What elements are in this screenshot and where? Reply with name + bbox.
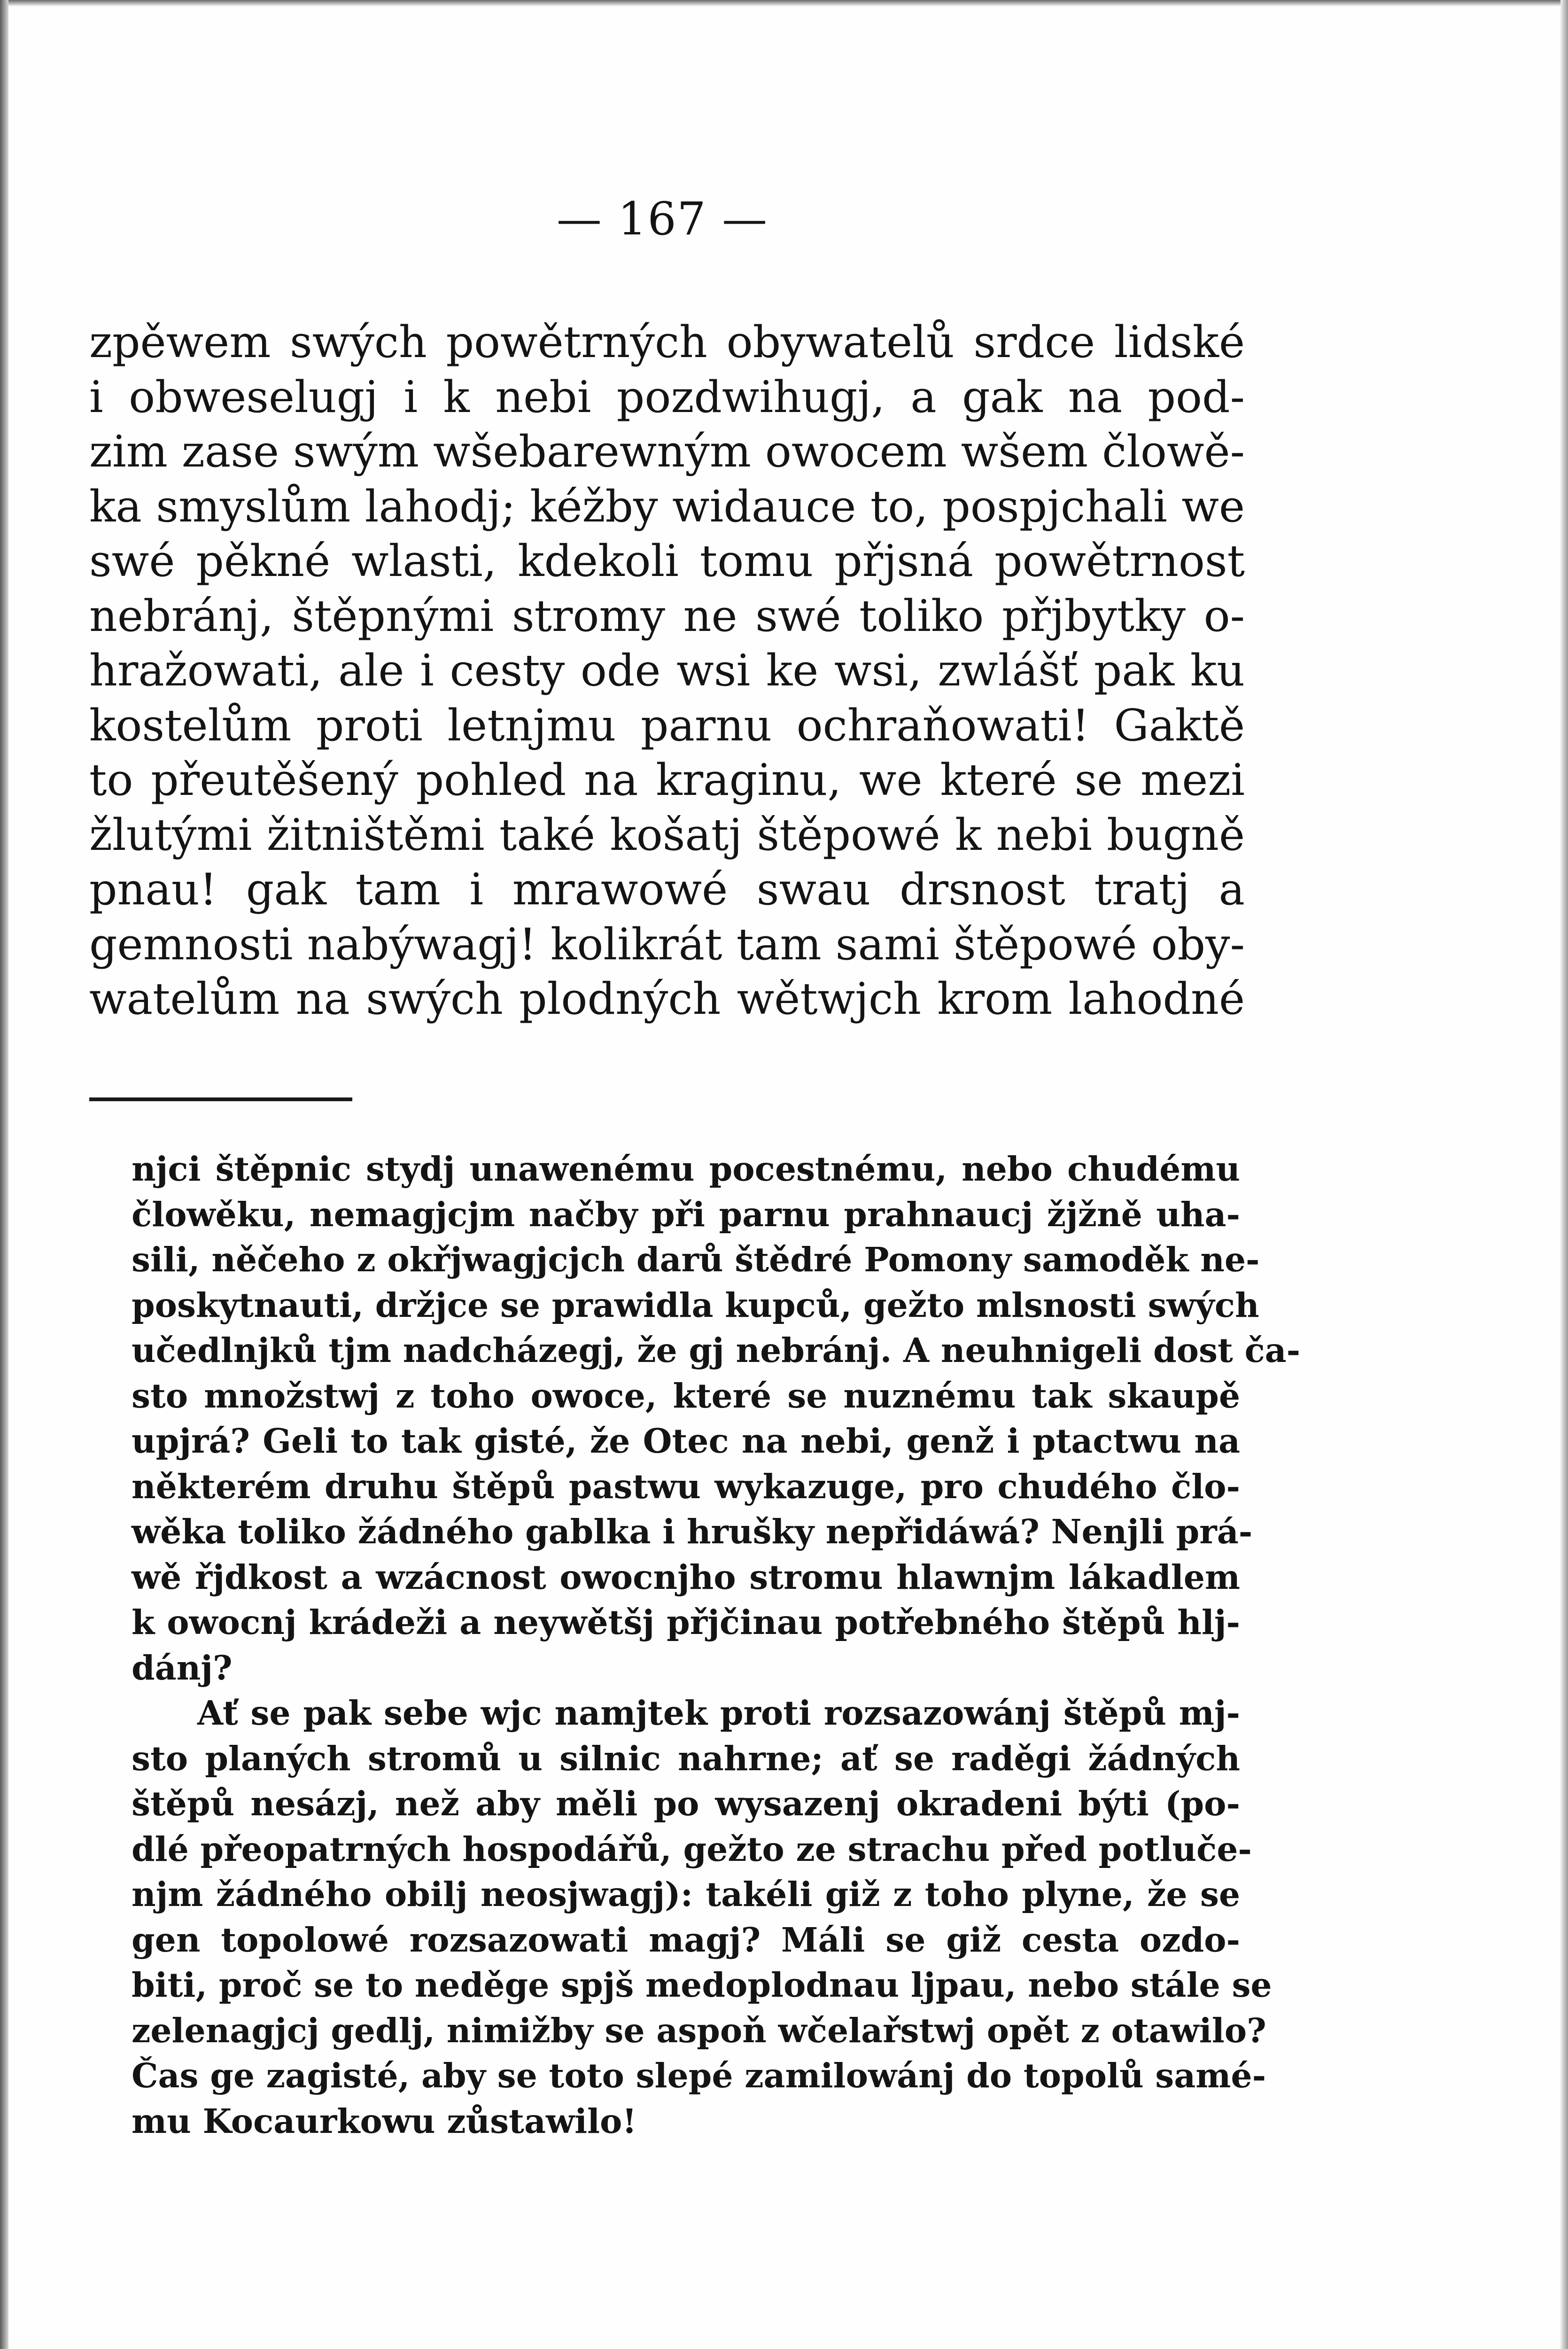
- text-line: žlutými žitništěmi také košatj štěpowé k nebi bugně: [89, 809, 1245, 860]
- main-text-block: [89, 315, 1245, 1027]
- footnote-line: biti, proč se to neděge spjš medoplodnau ljpau, nebo stále se: [132, 1965, 1272, 2005]
- page-left-edge: [0, 0, 8, 2349]
- text-line: hražowati, ale i cesty ode wsi ke wsi, zwlášť pak ku: [89, 645, 1245, 696]
- footnote-line: zelenagjcj gedlj, nimižby se aspoň wčelařstwj opět z otawilo?: [132, 2010, 1266, 2050]
- footnote-line: wěka toliko žádného gablka i hrušky nepřidáwá? Nenjli prá-: [132, 1512, 1253, 1551]
- footnote-line: upjrá? Geli to tak gisté, že Otec na nebi, genž i ptactwu na: [132, 1421, 1240, 1461]
- text-line: swé pěkné wlasti, kdekoli tomu přjsná powětrnost: [89, 536, 1245, 586]
- text-line: to přeutěšený pohled na kraginu, we které se mezi: [89, 754, 1245, 805]
- text-line: nebránj, štěpnými stromy ne swé toliko přjbytky o-: [89, 590, 1245, 641]
- text-line: pnau! gak tam i mrawowé swau drsnost tratj a: [89, 864, 1245, 915]
- footnote-line: gen topolowé rozsazowati magj? Máli se giž cesta ozdo-: [132, 1920, 1240, 1960]
- footnote-line: mu Kocaurkowu zůstawilo!: [132, 2101, 637, 2141]
- text-line: kostelům proti letnjmu parnu ochraňowati! Gaktě: [89, 700, 1245, 751]
- footnote-line: poskytnauti, držjce se prawidla kupců, gežto mlsnosti swých: [132, 1285, 1259, 1325]
- page-right-edge: [1560, 0, 1568, 2349]
- text-line: zim zase swým wšebarewným owocem wšem člowě-: [89, 426, 1245, 477]
- footnote-separator-rule: [89, 1097, 352, 1101]
- footnote-line: njm žádného obilj neosjwagj): takéli giž z toho plyne, že se: [132, 1875, 1240, 1914]
- footnote-line: Čas ge zagisté, aby se toto slepé zamilowánj do topolů samé-: [132, 2056, 1266, 2095]
- footnote-line: sto planých stromů u silnic nahrne; ať se raděgi žádných: [132, 1738, 1240, 1778]
- footnote-line: sto množstwj z toho owoce, které se nuznému tak skaupě: [132, 1376, 1240, 1416]
- text-line: i obweselugj i k nebi pozdwihugj, a gak na pod-: [89, 371, 1245, 422]
- footnote-line: některém druhu štěpů pastwu wykazuge, pro chudého člo-: [132, 1466, 1240, 1506]
- footnote-line: dlé přeopatrných hospodářů, gežto ze strachu před potluče-: [132, 1829, 1252, 1869]
- footnote-line: njci štěpnic stydj unawenému pocestnému, nebo chudému: [132, 1149, 1240, 1189]
- footnote-block: [132, 1146, 1301, 2144]
- text-line: gemnosti nabýwagj! kolikrát tam sami štěpowé oby-: [89, 918, 1245, 970]
- footnote-line: učedlnjků tjm nadcházegj, že gj nebránj. A neuhnigeli dost ča-: [132, 1330, 1301, 1370]
- footnote-line: sili, něčeho z okřjwagjcjch darů štědré Pomony samoděk ne-: [132, 1240, 1260, 1279]
- text-line: ka smyslům lahodj; kéžby widauce to, pospjchali we: [89, 481, 1245, 532]
- page-top-edge: [0, 0, 1568, 7]
- footnote-line: dánj?: [132, 1648, 233, 1688]
- page-number: — 167 —: [556, 193, 768, 245]
- footnote-line: k owocnj krádeži a neywětšj přjčinau potřebného štěpů hlj-: [132, 1602, 1240, 1642]
- text-line: watelům na swých plodných wětwjch krom lahodné: [89, 973, 1245, 1024]
- footnote-paragraph-start: Ať se pak sebe wjc namjtek proti rozsazowánj štěpů mj-: [197, 1693, 1240, 1733]
- text-line: zpěwem swých powětrných obywatelů srdce lidské: [89, 317, 1245, 367]
- footnote-line: člowěku, nemagjcjm načby při parnu prahnaucj žjžně uha-: [132, 1194, 1240, 1234]
- footnote-line: štěpů nesázj, než aby měli po wysazenj okradeni býti (po-: [132, 1784, 1240, 1823]
- footnote-line: wě řjdkost a wzácnost owocnjho stromu hlawnjm lákadlem: [132, 1557, 1240, 1597]
